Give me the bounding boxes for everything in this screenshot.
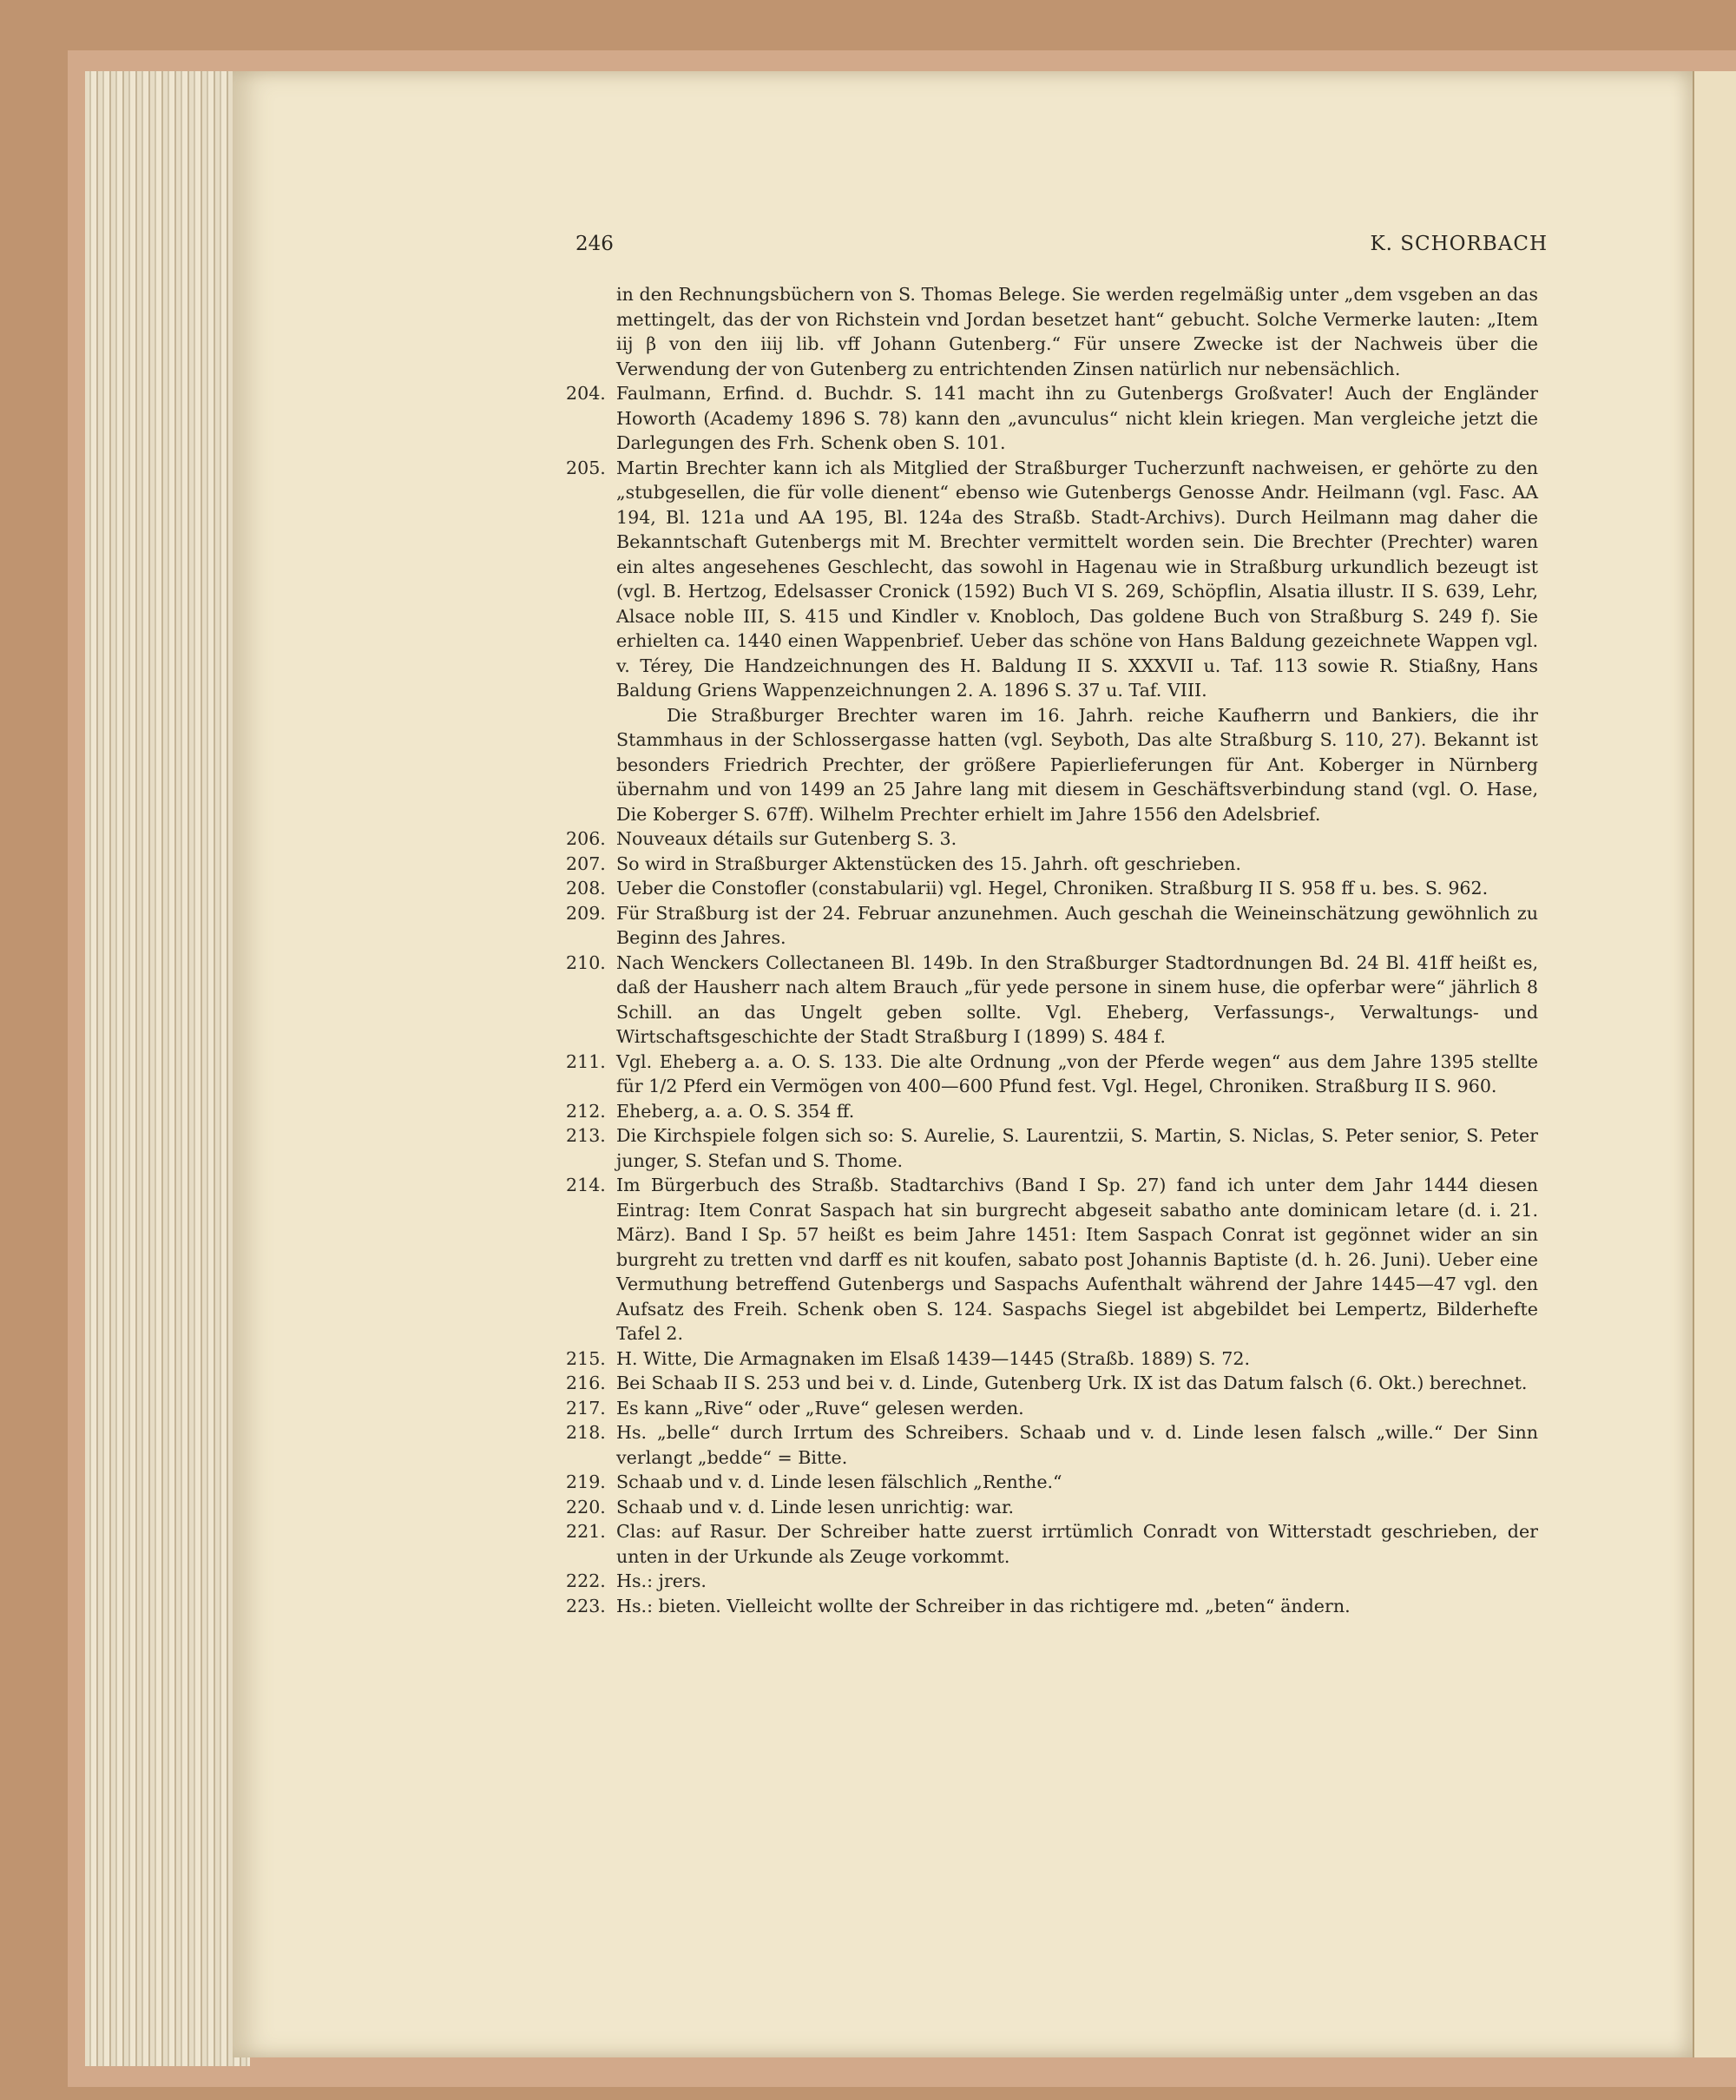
note-number: 212.	[566, 1100, 606, 1122]
note-215	[566, 1346, 1538, 1372]
note-number: 218.	[566, 1422, 606, 1443]
note-214	[566, 1173, 1538, 1346]
note-number: 217.	[566, 1397, 606, 1419]
note-number: 223.	[566, 1595, 606, 1616]
note-number: 211.	[566, 1050, 606, 1072]
note-text: Schaab und v. d. Linde lesen unrichtig: war.	[616, 1496, 1015, 1517]
note-number: 205.	[566, 457, 606, 478]
note-210	[566, 951, 1538, 1050]
note-text: Vgl. Eheberg a. a. O. S. 133. Die alte Ordnung „von der Pferde wegen“ aus dem Jahre 1395 stellte für 1/2 Pferd ein Vermögen von 400—600 Pfund fest. Vgl. Hegel, Chroniken. Straßburg II S. 960.	[616, 1050, 1538, 1096]
note-number: 214.	[566, 1175, 606, 1195]
note-text: Schaab und v. d. Linde lesen fälschlich „Renthe.“	[616, 1471, 1062, 1492]
note-text: Ueber die Constofler (constabularii) vgl. Hegel, Chroniken. Straßburg II S. 958 ff u. bes. S. 962.	[616, 878, 1489, 899]
note-text: Im Bürgerbuch des Straßb. Stadtarchivs (Band I Sp. 27) fand ich unter dem Jahr 1444 diesen Eintrag: Item Conrat Saspach hat sin burgrecht abgeseit sabatho ante dominicam letare (d. i. 21. März). Band I Sp. 57 heißt es beim Jahre 1451: Item Saspach Conrat ist gegönnet wider an sin burgreht zu tretten vnd darff es nit koufen, sabato post Johannis Baptiste (d. h. 26. Juni). Ueber eine Vermuthung betreffend Gutenbergs und Saspachs Aufenthalt während der Jahre 1445—47 vgl. den Aufsatz des Freih. Schenk oben S. 124. Saspachs Siegel ist abgebildet bei Lempertz, Bilderhefte Tafel 2.	[616, 1175, 1538, 1344]
note-208	[566, 876, 1538, 901]
note-219	[566, 1470, 1538, 1495]
running-head	[575, 233, 1548, 264]
note-text: Hs.: jrers.	[616, 1570, 707, 1591]
note-text: Eheberg, a. a. O. S. 354 ff.	[616, 1100, 855, 1122]
note-text: Hs.: bieten. Vielleicht wollte der Schreiber in das richtigere md. „beten“ ändern.	[616, 1595, 1351, 1616]
note-number: 215.	[566, 1347, 606, 1369]
running-head-author: K. SCHORBACH	[1370, 233, 1548, 255]
note-number: 222.	[566, 1570, 606, 1591]
note-text: Es kann „Rive“ oder „Ruve“ gelesen werden.	[616, 1397, 1024, 1419]
note-205-paragraph-2: Die Straßburger Brechter waren im 16. Jahrh. reiche Kaufherrn und Bankiers, die ihr Stammhaus in der Schlossergasse hatten (vgl. Seyboth, Das alte Straßburg S. 110, 27). Bekannt ist besonders Friedrich Prechter, der größere Papierlieferungen für Ant. Koberger in Nürnberg übernahm und von 1499 an 25 Jahre lang mit diesem in Geschäftsverbindung stand (vgl. O. Hase, Die Koberger S. 67ff). Wilhelm Prechter erhielt im Jahre 1556 den Adelsbrief.	[616, 704, 1538, 825]
note-number: 213.	[566, 1125, 606, 1146]
note-number: 208.	[566, 878, 606, 899]
note-number: 216.	[566, 1373, 606, 1393]
note-205	[566, 456, 1538, 703]
note-number: 219.	[566, 1471, 606, 1492]
adjacent-page	[1693, 71, 1736, 2057]
note-211	[566, 1050, 1538, 1099]
note-text: Die Kirchspiele folgen sich so: S. Aurelie, S. Laurentzii, S. Martin, S. Niclas, S. Peter senior, S. Peter junger, S. Stefan und S. Thome.	[616, 1125, 1538, 1171]
note-text: Hs. „belle“ durch Irrtum des Schreibers. Schaab und v. d. Linde lesen falsch „wille.“ Der Sinn verlangt „bedde“ = Bitte.	[616, 1422, 1538, 1468]
note-text: Nouveaux détails sur Gutenberg S. 3.	[616, 828, 957, 849]
note-text: Faulmann, Erfind. d. Buchdr. S. 141 macht ihn zu Gutenbergs Großvater! Auch der Engländer Howorth (Academy 1896 S. 78) kann den „avunculus“ nicht klein kriegen. Man vergleiche jetzt die Darlegungen des Frh. Schenk oben S. 101.	[616, 383, 1538, 453]
note-text: Clas: auf Rasur. Der Schreiber hatte zuerst irrtümlich Conradt von Witterstadt geschrieben, der unten in der Urkunde als Zeuge vorkommt.	[616, 1521, 1538, 1567]
note-218	[566, 1420, 1538, 1470]
note-number: 206.	[566, 828, 606, 849]
note-number: 204.	[566, 383, 606, 404]
note-209	[566, 901, 1538, 951]
note-223	[566, 1594, 1538, 1619]
note-204	[566, 381, 1538, 456]
note-213	[566, 1123, 1538, 1173]
page-edges	[85, 71, 250, 2066]
note-number: 207.	[566, 853, 606, 874]
note-continuation: in den Rechnungsbüchern von S. Thomas Belege. Sie werden regelmäßig unter „dem vsgeben an das mettingelt, das der von Richstein vnd Jordan besetzet hant“ gebucht. Solche Vermerke lauten: „Item iij β von den iiij lib. vff Johann Gutenberg.“ Für unsere Zwecke ist der Nachweis über die Verwendung der von Gutenberg zu entrichtenden Zinsen natürlich nur nebensächlich.	[616, 284, 1538, 379]
note-text: Für Straßburg ist der 24. Februar anzunehmen. Auch geschah die Weineinschätzung gewöhnlich zu Beginn des Jahres.	[616, 902, 1538, 948]
note-206	[566, 826, 1538, 852]
note-number: 221.	[566, 1521, 606, 1542]
note-text: H. Witte, Die Armagnaken im Elsaß 1439—1445 (Straßb. 1889) S. 72.	[616, 1347, 1250, 1369]
note-text: So wird in Straßburger Aktenstücken des 15. Jahrh. oft geschrieben.	[616, 853, 1241, 874]
note-222	[566, 1569, 1538, 1594]
note-number: 220.	[566, 1496, 606, 1517]
note-number: 210.	[566, 951, 606, 973]
note-212	[566, 1099, 1538, 1124]
page-number: 246	[575, 233, 614, 255]
note-text: Bei Schaab II S. 253 und bei v. d. Linde, Gutenberg Urk. IX ist das Datum falsch (6. Okt.) berechnet.	[616, 1373, 1528, 1393]
note-221	[566, 1519, 1538, 1569]
note-216	[566, 1371, 1538, 1396]
note-text: Martin Brechter kann ich als Mitglied der Straßburger Tucherzunft nachweisen, er gehörte zu den „stubgesellen, die für volle dienent“ ebenso wie Gutenbergs Genosse Andr. Heilmann (vgl. Fasc. AA 194, Bl. 121a und AA 195, Bl. 124a des Straßb. Stadt-Archivs). Durch Heilmann mag daher die Bekanntschaft Gutenbergs mit M. Brechter vermittelt worden sein. Die Brechter (Prechter) waren ein altes angesehenes Geschlecht, das sowohl in Hagenau wie in Straßburg urkundlich bezeugt ist (vgl. B. Hertzog, Edelsasser Cronick (1592) Buch VI S. 269, Schöpflin, Alsatia illustr. II S. 639, Lehr, Alsace noble III, S. 415 und Kindler v. Knobloch, Das goldene Buch von Straßburg S. 249 f). Sie erhielten ca. 1440 einen Wappenbrief. Ueber das schöne von Hans Baldung gezeichnete Wappen vgl. v. Térey, Die Handzeichnungen des H. Baldung II S. XXXVII u. Taf. 113 sowie R. Stiaßny, Hans Baldung Griens Wappenzeichnungen 2. A. 1896 S. 37 u. Taf. VIII.	[616, 457, 1538, 701]
note-number: 209.	[566, 902, 606, 924]
note-text: Nach Wenckers Collectaneen Bl. 149b. In den Straßburger Stadtordnungen Bd. 24 Bl. 41ff heißt es, daß der Hausherr nach altem Brauch „für yede persone in sinem huse, die opferbar were“ jährlich 8 Schill. an das Ungelt geben sollte. Vgl. Eheberg, Verfassungs-, Verwaltungs- und Wirtschaftsgeschichte der Stadt Straßburg I (1899) S. 484 f.	[616, 951, 1538, 1047]
note-207	[566, 852, 1538, 877]
note-217	[566, 1396, 1538, 1421]
footnotes	[566, 282, 1538, 1618]
note-220	[566, 1495, 1538, 1520]
